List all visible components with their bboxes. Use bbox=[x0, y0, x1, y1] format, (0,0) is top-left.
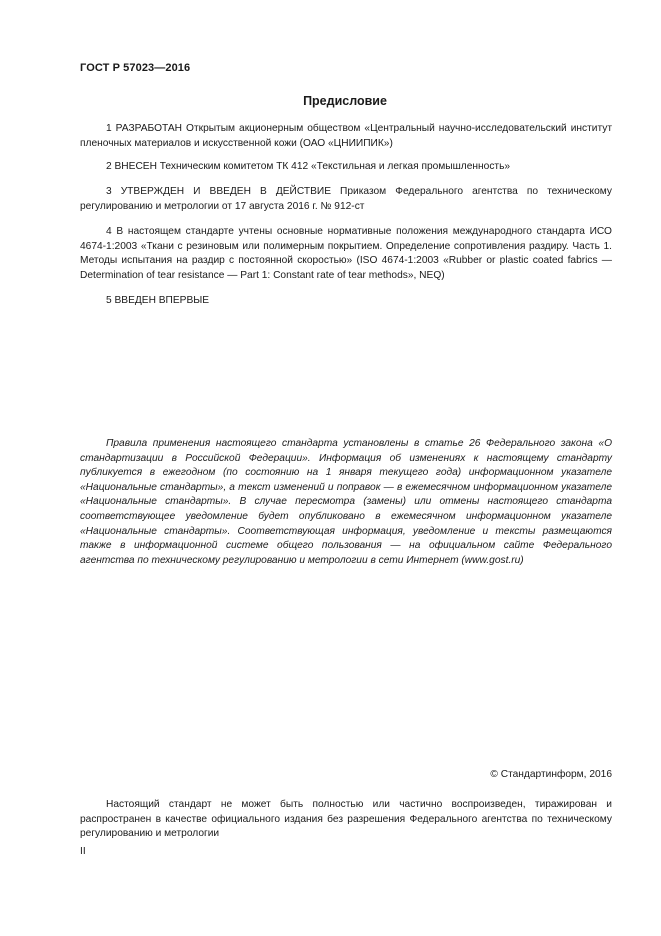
foreword-item-text: 1 РАЗРАБОТАН Открытым акционерным обществом «Центральный научно-исследовательский институт пленочных материалов и искусственной кожи (ОАО «ЦНИИПИК») bbox=[80, 123, 612, 149]
foreword-item-text: 3 УТВЕРЖДЕН И ВВЕДЕН В ДЕЙСТВИЕ Приказом Федерального агентства по техническому регулированию и метрологии от 17 августа 2016 г. № 912-ст bbox=[80, 186, 612, 212]
rules-notice-text: Правила применения настоящего стандарта установлены в статье 26 Федерального закона «О стандартизации в Российской Федерации». Информация об изменениях к настоящему стандарту публикуется в ежегодном (по состоянию на 1 января текущего года) информационном указателе «Национальные стандарты», а текст изменений и поправок — в ежемесячном информационном указателе «Национальные стандарты». В случае пересмотра (замены) или отмены настоящего стандарта соответствующее уведомление будет опубликовано в ежемесячном информационном указателе «Национальные стандарты». Соответствующая информация, уведомление и тексты размещаются также в информационной системе общего пользования — на официальном сайте Федерального агентства по техническому регулированию и метрологии в сети Интернет (www.gost.ru) bbox=[80, 438, 612, 566]
foreword-item-text: 2 ВНЕСЕН Техническим комитетом ТК 412 «Текстильная и легкая промышленность» bbox=[106, 161, 511, 172]
rules-notice bbox=[80, 437, 612, 568]
reproduction-notice-text: Настоящий стандарт не может быть полностью или частично воспроизведен, тиражирован и распространен в качестве официального издания без разрешения Федерального агентства по техническому регулированию и метрологии bbox=[80, 799, 612, 840]
standard-code: ГОСТ Р 57023—2016 bbox=[80, 62, 191, 74]
foreword-item-2 bbox=[80, 160, 612, 175]
foreword-item-text: 4 В настоящем стандарте учтены основные нормативные положения международного стандарта ИСО 4674-1:2003 «Ткани с резиновым или полимерным покрытием. Определение сопротивления раздиру. Часть 1. Методы испытания на раздир с постоянной скоростью» (ISO 4674-1:2003 «Rubber or plastic coated fabrics — Determination of tear resistance — Part 1: Constant rate of tear methods», NEQ) bbox=[80, 226, 612, 281]
copyright: © Стандартинформ, 2016 bbox=[490, 769, 612, 780]
foreword-item-5 bbox=[80, 294, 612, 309]
foreword-item-text: 5 ВВЕДЕН ВПЕРВЫЕ bbox=[106, 295, 210, 306]
reproduction-notice bbox=[80, 798, 612, 842]
foreword-item-1 bbox=[80, 122, 612, 151]
foreword-item-3 bbox=[80, 185, 612, 214]
page-number: II bbox=[80, 846, 86, 857]
foreword-item-4 bbox=[80, 225, 612, 283]
page-title: Предисловие bbox=[303, 94, 387, 108]
